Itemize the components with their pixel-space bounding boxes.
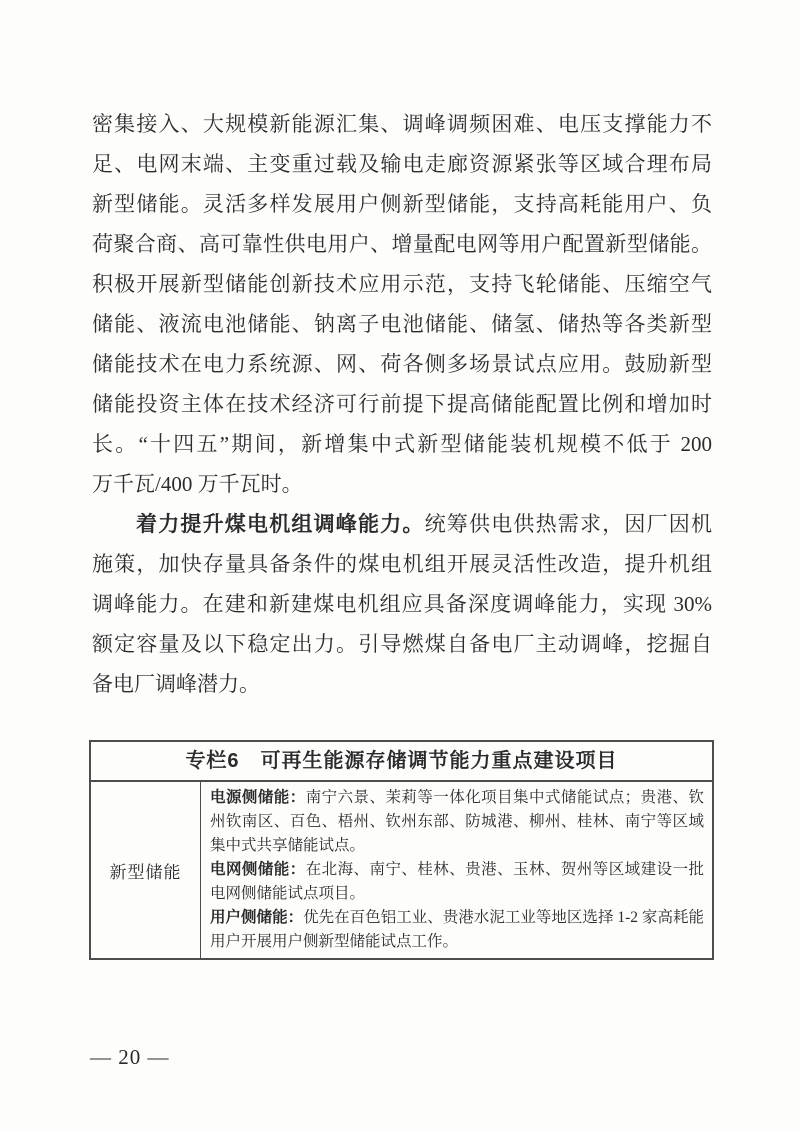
- text-line: 施策，加快存量具备条件的煤电机组开展灵活性改造，提升机组: [92, 552, 712, 576]
- text-line: 额定容量及以下稳定出力。引导燃煤自备电厂主动调峰，挖掘自: [92, 632, 712, 656]
- panel-item: 电源侧储能：南宁六景、茉莉等一体化项目集中式储能试点；贵港、钦州钦南区、百色、梧州、钦州东部、防城港、柳州、桂林、南宁等区域集中式共享储能试点。: [210, 789, 704, 854]
- text-line: 着力提升煤电机组调峰能力。统筹供电供热需求，因厂因机: [136, 512, 713, 536]
- text-line: 万千瓦/400 万千瓦时。: [92, 472, 303, 496]
- panel-item: 用户侧储能：优先在百色铝工业、贵港水泥工业等地区选择 1-2 家高耗能用户开展用户侧新型储能试点工作。: [210, 909, 704, 950]
- panel-item: 电网侧储能：在北海、南宁、桂林、贵港、玉林、贺州等区域建设一批电网侧储能试点项目。: [210, 861, 704, 902]
- bold-lead: 着力提升煤电机组调峰能力。: [136, 513, 425, 536]
- panel-content: [201, 782, 712, 958]
- text-line: 荷聚合商、高可靠性供电用户、增量配电网等用户配置新型储能。: [92, 232, 712, 256]
- page-number: — 20 —: [90, 1045, 170, 1069]
- text-line: 调峰能力。在建和新建煤电机组应具备深度调峰能力，实现 30%: [92, 592, 712, 616]
- text-line: 积极开展新型储能创新技术应用示范，支持飞轮储能、压缩空气: [92, 272, 712, 296]
- panel-title: 专栏6 可再生能源存储调节能力重点建设项目: [89, 740, 714, 782]
- panel-body: [89, 782, 714, 960]
- panel-item-lead: 电源侧储能：: [210, 789, 306, 806]
- panel-column6: [89, 740, 714, 960]
- text-line: 备电厂调峰潜力。: [92, 672, 260, 696]
- text-line: 密集接入、大规模新能源汇集、调峰调频困难、电压支撑能力不: [92, 112, 712, 136]
- panel-item-lead: 用户侧储能：: [210, 909, 304, 926]
- text-line: 长。“十四五”期间，新增集中式新型储能装机规模不低于 200: [92, 432, 712, 456]
- text-line: 储能投资主体在技术经济可行前提下提高储能配置比例和增加时: [92, 392, 712, 416]
- text-line: 足、电网末端、主变重过载及输电走廊资源紧张等区域合理布局: [92, 152, 712, 176]
- panel-item-lead: 电网侧储能：: [210, 861, 306, 878]
- text-line: 储能技术在电力系统源、网、荷各侧多场景试点应用。鼓励新型: [92, 352, 712, 376]
- text-line: 储能、液流电池储能、钠离子电池储能、储氢、储热等各类新型: [92, 312, 712, 336]
- text-line: 新型储能。灵活多样发展用户侧新型储能，支持高耗能用户、负: [92, 192, 712, 216]
- panel-row-label: 新型储能: [91, 782, 201, 958]
- body-text: [92, 104, 712, 704]
